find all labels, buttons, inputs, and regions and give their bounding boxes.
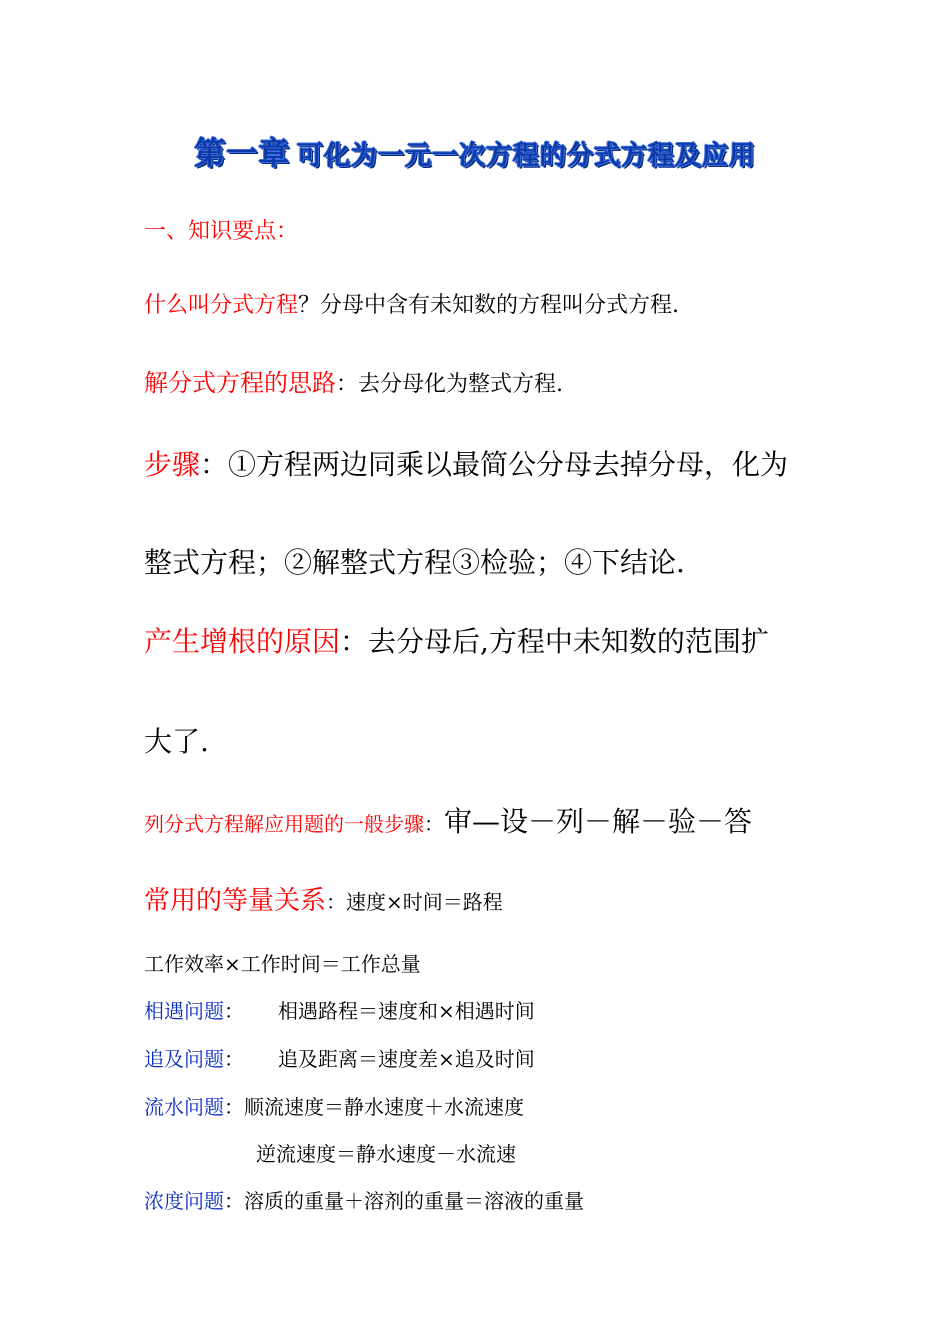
definition-label: 什么叫分式方程 <box>144 293 299 318</box>
definition-line <box>144 288 679 319</box>
approach-colon: ： <box>336 372 359 397</box>
steps-text-1: ①方程两边同乘以最简公分母去掉分母，化为 <box>228 448 789 481</box>
chasing-colon: ： <box>224 1047 244 1071</box>
steps-line-2 <box>144 541 685 581</box>
extraneous-label: 产生增根的原因 <box>144 625 341 658</box>
steps-line-1 <box>144 443 788 483</box>
steps-colon: ： <box>200 448 229 481</box>
chasing-line <box>144 1043 535 1072</box>
current-label: 流水问题 <box>144 1095 224 1119</box>
extraneous-text-2: 大了. <box>144 725 209 758</box>
definition-mark: ？ <box>298 293 321 318</box>
approach-label: 解分式方程的思路 <box>144 369 336 397</box>
concentration-colon: ： <box>224 1189 244 1213</box>
concentration-text: 溶质的重量＋溶剂的重量＝溶液的重量 <box>244 1189 584 1213</box>
relations-line <box>144 880 503 917</box>
steps-label: 步骤 <box>144 448 201 481</box>
chasing-label: 追及问题 <box>144 1047 224 1071</box>
extraneous-text-1: 去分母后,方程中未知数的范围扩 <box>368 625 769 658</box>
relations-label: 常用的等量关系 <box>144 886 327 916</box>
current-line-1 <box>144 1091 524 1120</box>
section-heading-text: 一、知识要点： <box>144 219 299 244</box>
word-problems-colon: ： <box>424 812 444 836</box>
word-problems-text: 审—设－列－解－验－答 <box>444 805 753 838</box>
extraneous-line-1 <box>144 620 769 660</box>
page-title <box>0 128 950 173</box>
current-text-2: 逆流速度＝静水速度－水流速 <box>256 1142 516 1166</box>
approach-line <box>144 363 563 398</box>
relations-text: 速度×时间＝路程 <box>346 890 503 914</box>
relations-colon: ： <box>326 890 347 914</box>
current-colon: ： <box>224 1095 244 1119</box>
chapter-title: 可化为一元一次方程的分式方程及应用 <box>296 141 756 171</box>
extraneous-colon: ： <box>340 625 369 658</box>
work-relation-text: 工作效率×工作时间＝工作总量 <box>144 952 421 976</box>
word-problems-line <box>144 800 752 840</box>
chasing-text: 追及距离＝速度差×追及时间 <box>278 1047 535 1071</box>
work-relation-line <box>144 948 421 977</box>
definition-text: 分母中含有未知数的方程叫分式方程. <box>320 293 680 318</box>
meeting-colon: ： <box>224 999 244 1023</box>
current-line-2 <box>256 1138 516 1167</box>
concentration-line <box>144 1185 584 1214</box>
steps-text-2: 整式方程；②解整式方程③检验；④下结论. <box>144 546 685 579</box>
word-problems-label: 列分式方程解应用题的一般步骤 <box>144 812 424 836</box>
chapter-number: 第一章 <box>194 136 291 172</box>
approach-text: 去分母化为整式方程. <box>358 372 564 397</box>
extraneous-line-2 <box>144 720 209 760</box>
concentration-label: 浓度问题 <box>144 1189 224 1213</box>
current-text-1: 顺流速度＝静水速度＋水流速度 <box>244 1095 524 1119</box>
meeting-line <box>144 995 535 1024</box>
meeting-label: 相遇问题 <box>144 999 224 1023</box>
section-heading <box>144 214 298 245</box>
meeting-text: 相遇路程＝速度和×相遇时间 <box>278 999 535 1023</box>
